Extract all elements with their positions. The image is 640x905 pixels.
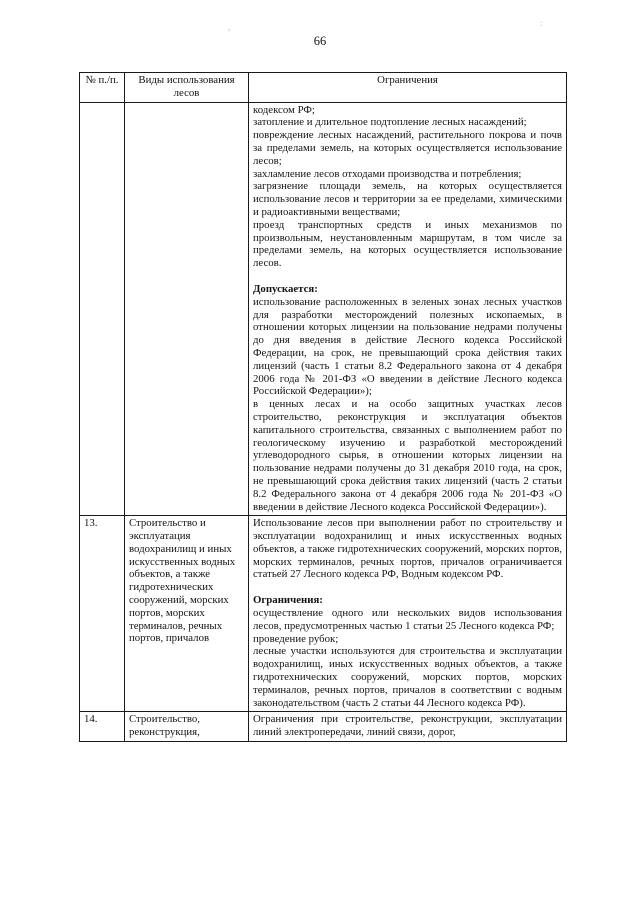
- usage-type: Строительство и эксплуатация водохранилищ и иных искусственных водных объектов, а также гидротехнических сооружений, морских портов, морских терминалов, речных портов, причалов: [125, 516, 249, 712]
- table-row: [80, 712, 567, 742]
- restriction-paragraph: проведение рубок;: [253, 632, 339, 645]
- header-restrictions: Ограничения: [249, 73, 567, 103]
- restrictions-cell: [249, 712, 567, 742]
- restrictions-cell: [249, 102, 567, 516]
- row-number: [80, 102, 125, 516]
- usage-type: [125, 102, 249, 516]
- page-number: 66: [313, 34, 327, 48]
- section-heading: Допускается:: [253, 282, 318, 295]
- restriction-paragraph: использование расположенных в зеленых зонах лесных участков для разработки месторождений полезных ископаемых, в отношении которых лицензии на пользование недрами получены до дня введения в действие Лесного кодекса Российской Федерации, на срок, не превышающий срока действия таких лицензий (часть 1 статьи 8.2 Федерального закона от 4 декабря 2006 года № 201-ФЗ «О введении в действие Лесного кодекса Российской Федерации»);: [253, 295, 562, 398]
- table-row: [80, 102, 567, 516]
- scan-mark: ,: [228, 22, 231, 32]
- restriction-paragraph: кодексом РФ;: [253, 103, 315, 116]
- table-row: [80, 516, 567, 712]
- scan-mark: :: [540, 18, 543, 28]
- header-usage: Виды использования лесов: [125, 73, 249, 103]
- usage-type: Строительство, реконструкция,: [125, 712, 249, 742]
- restriction-paragraph: затопление и длительное подтопление лесных насаждений;: [253, 116, 527, 129]
- restriction-paragraph: лесные участки используются для строительства и эксплуатации водохранилищ, иных искусственных водных объектов, а также гидротехнических сооружений, морских портов, морских терминалов, речных портов, причалов в соответствии с водным законодательством (часть 2 статьи 44 Лесного кодекса РФ).: [253, 645, 562, 709]
- restriction-paragraph: осуществление одного или нескольких видов использования лесов, предусмотренных частью 1 статьи 25 Лесного кодекса РФ;: [253, 607, 562, 632]
- restriction-paragraph: повреждение лесных насаждений, растительного покрова и почв за пределами земель, на которых осуществляется использование лесов;: [253, 129, 562, 167]
- restriction-paragraph: проезд транспортных средств и иных механизмов по произвольным, неустановленным маршрутам, в том числе за пределами земель, на которых осуществляется использование лесов.: [253, 218, 562, 270]
- section-heading: Ограничения:: [253, 594, 323, 607]
- restriction-paragraph: загрязнение площади земель, на которых осуществляется использование лесов и территории за ее пределами, химическими и радиоактивными веществами;: [253, 180, 562, 218]
- restriction-paragraph: Использование лесов при выполнении работ по строительству и эксплуатации водохранилищ и иных искусственных водных объектов, а также гидротехнических сооружений, морских портов, морских терминалов, речных портов, причалов ограничивается статьей 27 Лесного кодекса РФ, Водным кодексом РФ.: [253, 517, 562, 581]
- header-number: № п./п.: [80, 73, 125, 103]
- restrictions-table: [79, 72, 567, 742]
- row-number: 13.: [80, 516, 125, 712]
- restriction-paragraph: в ценных лесах и на особо защитных участках лесов строительство, реконструкция и эксплуатация объектов капитального строительства, связанных с выполнением работ по геологическому изучению и разработкой месторождений углеводородного сырья, в отношении которых лицензии на пользование недрами получены до 31 декабря 2010 года, на срок, не превышающий срока действия таких лицензий (часть 2 статьи 8.2 Федерального закона от 4 декабря 2006 года № 201-ФЗ «О введении в действие Лесного кодекса Российской Федерации»).: [253, 398, 562, 513]
- restriction-paragraph: Ограничения при строительстве, реконструкции, эксплуатации линий электропередачи, линий связи, дорог,: [253, 713, 562, 739]
- paragraph-gap: [253, 581, 562, 594]
- paragraph-gap: [253, 270, 562, 283]
- restrictions-cell: [249, 516, 567, 712]
- table-header-row: [80, 73, 567, 103]
- table-body: [80, 102, 567, 741]
- restriction-paragraph: захламление лесов отходами производства и потребления;: [253, 167, 522, 180]
- row-number: 14.: [80, 712, 125, 742]
